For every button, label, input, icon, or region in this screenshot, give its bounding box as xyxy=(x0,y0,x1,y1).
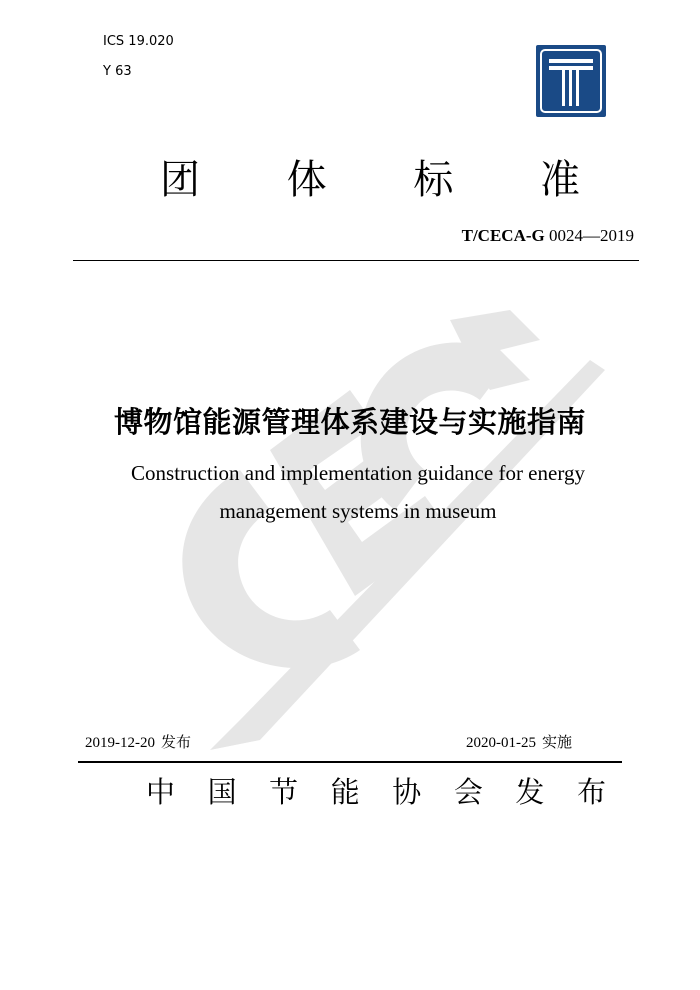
bottom-divider xyxy=(78,761,622,763)
issue-date xyxy=(85,731,191,752)
publisher-char: 能 xyxy=(330,775,360,809)
title-english-line2: management systems in museum xyxy=(219,499,497,523)
heading-char: 体 xyxy=(286,157,327,203)
issue-date-label: 发布 xyxy=(161,733,192,751)
ceca-watermark-icon xyxy=(150,300,610,760)
heading-char: 团 xyxy=(160,157,200,203)
publisher-char: 节 xyxy=(269,775,299,809)
publisher xyxy=(146,770,606,811)
document-type-heading xyxy=(80,148,640,205)
publisher-char: 国 xyxy=(207,775,237,809)
top-divider xyxy=(73,260,639,261)
organization-logo-icon xyxy=(536,45,606,117)
standard-number xyxy=(462,226,634,246)
publisher-char: 发 xyxy=(515,775,545,809)
title-english-line1: Construction and implementation guidance for energy xyxy=(131,461,585,485)
implement-date-label: 实施 xyxy=(542,733,573,751)
standard-prefix: T/CECA-G xyxy=(461,226,545,245)
publisher-char: 布 xyxy=(576,775,606,809)
publisher-char: 会 xyxy=(453,775,483,809)
classification-code: Y 63 xyxy=(103,64,132,79)
implement-date xyxy=(466,731,572,752)
ics-code: ICS 19.020 xyxy=(103,34,174,49)
implement-date-value: 2020-01-25 xyxy=(466,735,536,751)
heading-char: 标 xyxy=(413,157,454,203)
issue-date-value: 2019-12-20 xyxy=(85,735,155,751)
publisher-char: 中 xyxy=(146,775,176,809)
title-chinese: 博物馆能源管理体系建设与实施指南 xyxy=(113,405,586,439)
standard-code: 0024—2019 xyxy=(549,226,634,245)
heading-char: 准 xyxy=(539,157,580,203)
publisher-char: 协 xyxy=(392,775,422,809)
